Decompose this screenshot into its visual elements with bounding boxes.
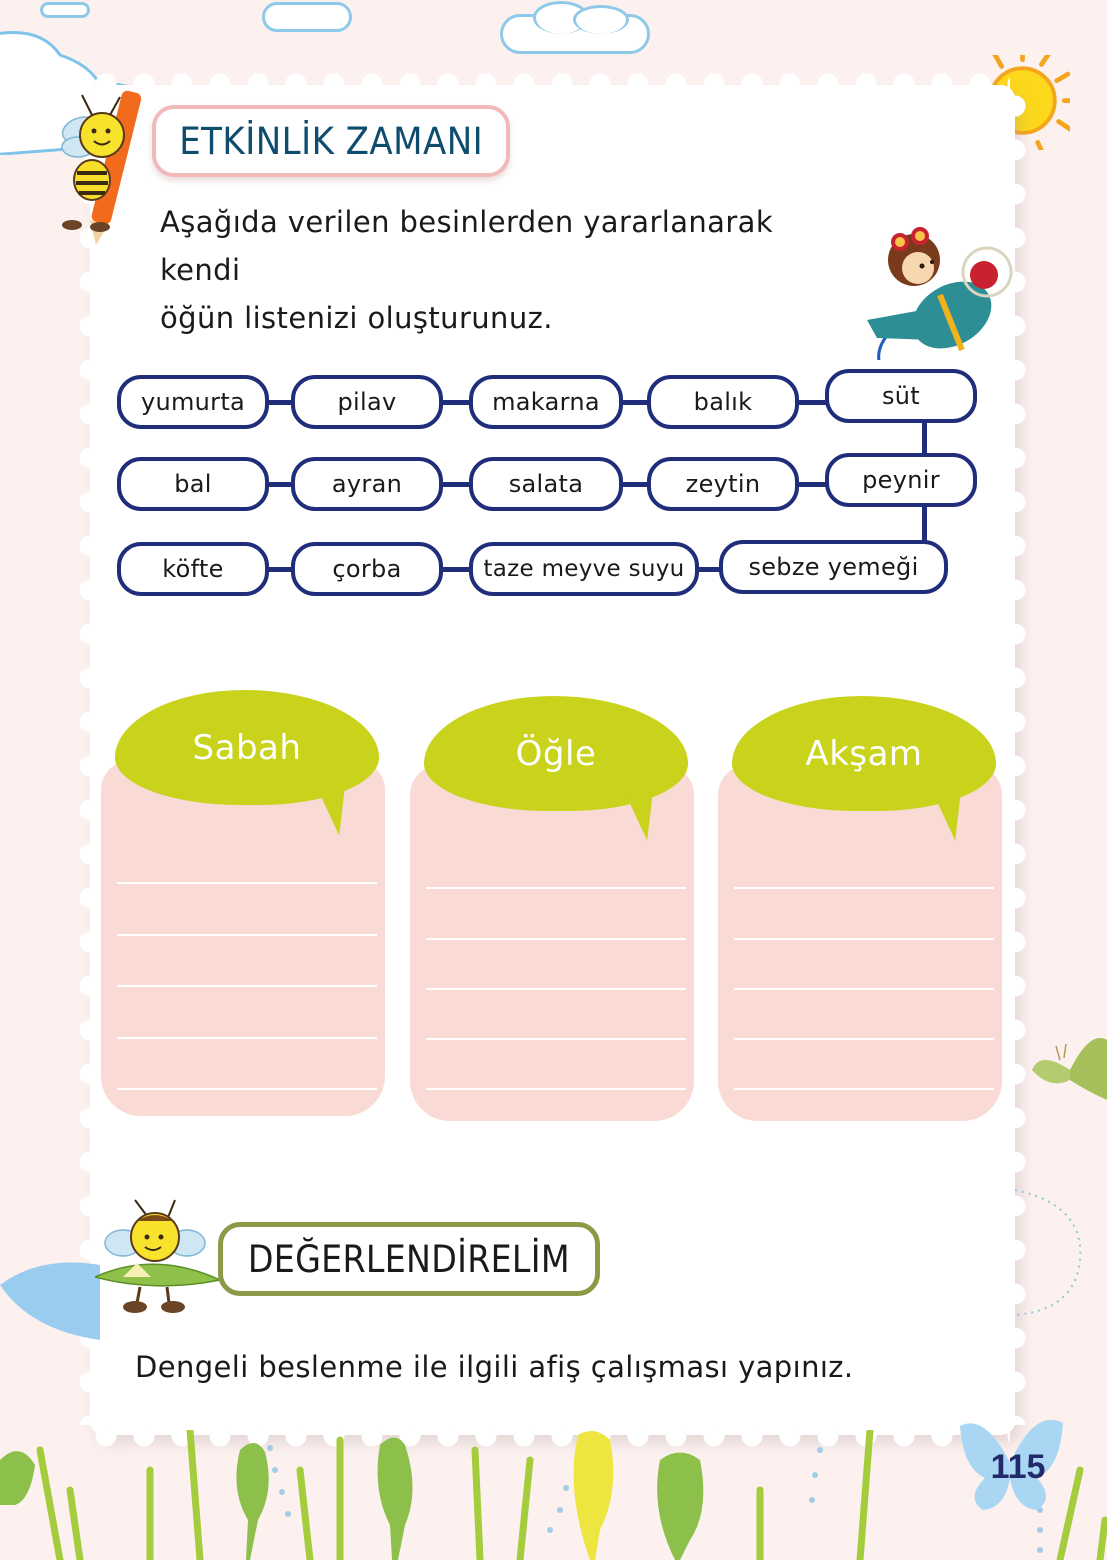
write-line[interactable] — [117, 1037, 377, 1039]
write-line[interactable] — [734, 1038, 994, 1040]
write-line[interactable] — [117, 1088, 377, 1090]
scalloped-edge — [95, 73, 1010, 95]
meal-label: Öğle — [515, 733, 597, 774]
page-number: 115 — [990, 1448, 1046, 1486]
butterfly-icon — [1030, 1030, 1107, 1110]
write-line[interactable] — [734, 1088, 994, 1090]
bee-on-leaf-icon — [95, 1195, 225, 1320]
write-line[interactable] — [734, 938, 994, 940]
food-item[interactable]: ayran — [291, 457, 443, 511]
write-line[interactable] — [734, 988, 994, 990]
food-item[interactable]: makarna — [469, 375, 623, 429]
meal-label: Akşam — [805, 733, 923, 774]
food-item[interactable]: pilav — [291, 375, 443, 429]
pilot-in-airplane-icon — [862, 220, 1022, 360]
cloud-icon — [500, 14, 650, 54]
activity-instructions — [160, 198, 860, 342]
food-item[interactable]: süt — [825, 369, 977, 423]
write-line[interactable] — [117, 934, 377, 936]
write-line[interactable] — [734, 887, 994, 889]
food-item[interactable]: zeytin — [647, 457, 799, 511]
write-line[interactable] — [426, 1088, 686, 1090]
write-line[interactable] — [426, 988, 686, 990]
write-line[interactable] — [117, 882, 377, 884]
instruction-line: Aşağıda verilen besinlerden yararlanarak kendi — [160, 205, 774, 287]
grass-tulips-icon — [0, 1430, 1107, 1560]
meal-label: Sabah — [192, 727, 302, 768]
food-item[interactable]: köfte — [117, 542, 269, 596]
food-item[interactable]: bal — [117, 457, 269, 511]
write-line[interactable] — [426, 938, 686, 940]
food-item[interactable]: peynir — [825, 453, 977, 507]
write-line[interactable] — [117, 985, 377, 987]
food-item[interactable]: çorba — [291, 542, 443, 596]
write-line[interactable] — [426, 887, 686, 889]
activity-title-pill — [152, 105, 510, 177]
food-item[interactable]: balık — [647, 375, 799, 429]
evaluation-text: Dengeli beslenme ile ilgili afiş çalışması yapınız. — [135, 1350, 854, 1384]
dotted-arc-decoration — [1010, 1185, 1090, 1325]
activity-title: ETKİNLİK ZAMANI — [179, 119, 483, 163]
food-item[interactable]: yumurta — [117, 375, 269, 429]
cloud-icon — [40, 2, 90, 18]
food-item[interactable]: sebze yemeği — [719, 540, 948, 594]
bee-with-pencil-icon — [52, 85, 152, 255]
evaluation-title: DEĞERLENDİRELİM — [248, 1237, 570, 1281]
write-line[interactable] — [426, 1038, 686, 1040]
instruction-line: öğün listenizi oluşturunuz. — [160, 301, 553, 335]
evaluation-title-pill — [218, 1222, 600, 1296]
food-item[interactable]: salata — [469, 457, 623, 511]
cloud-icon — [262, 2, 352, 32]
food-item[interactable]: taze meyve suyu — [469, 542, 699, 596]
butterfly-icon — [0, 1250, 100, 1360]
